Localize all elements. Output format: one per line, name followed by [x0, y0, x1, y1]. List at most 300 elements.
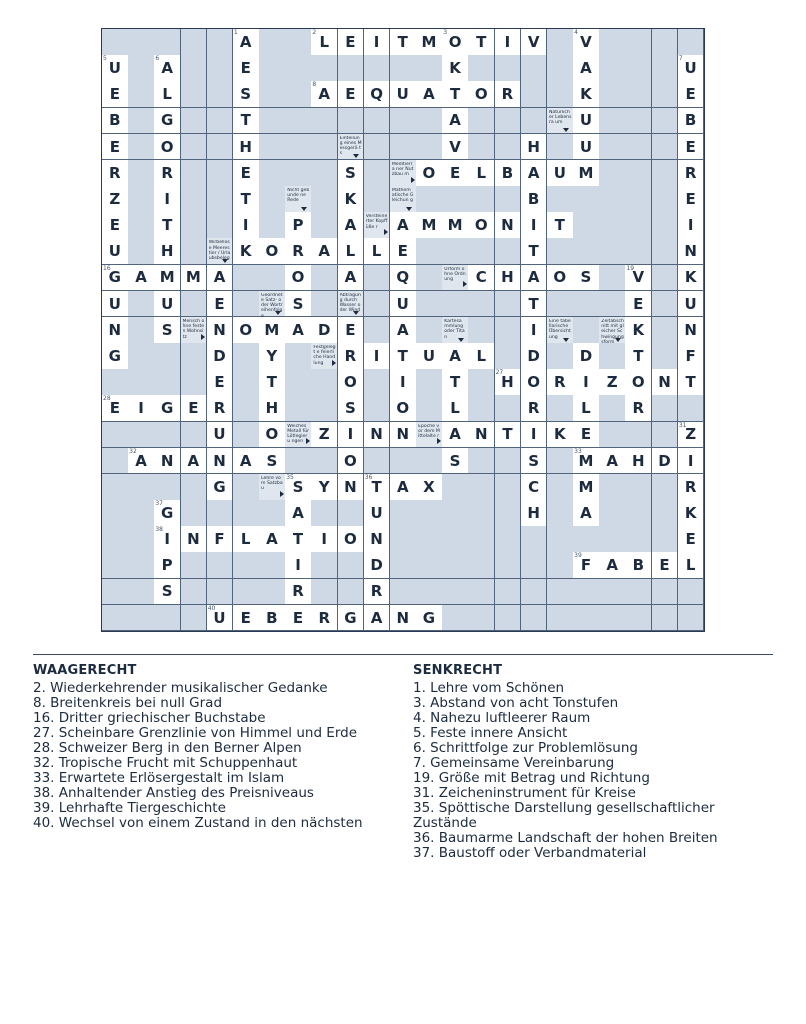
letter-cell[interactable] [233, 605, 260, 632]
blocked-cell [364, 265, 391, 292]
letter-cell[interactable] [625, 343, 652, 370]
letter-cell[interactable] [154, 265, 181, 292]
letter-cell[interactable] [338, 212, 365, 239]
blocked-cell [521, 108, 548, 135]
letter-cell[interactable] [207, 265, 234, 292]
blocked-cell [625, 160, 652, 187]
letter-cell[interactable] [207, 317, 234, 344]
letter-cell[interactable] [285, 265, 312, 292]
letter-cell[interactable] [154, 108, 181, 135]
letter-cell[interactable] [547, 369, 574, 396]
letter-cell[interactable] [390, 291, 417, 318]
down-clue-item: 19. Größe mit Betrag und Richtung [413, 770, 650, 786]
blocked-cell [285, 160, 312, 187]
letter-cell[interactable] [128, 395, 155, 422]
letter-cell[interactable] [521, 29, 548, 56]
blocked-cell [495, 605, 522, 632]
letter-cell[interactable] [102, 55, 129, 82]
letter-cell[interactable] [390, 238, 417, 265]
letter-cell[interactable] [599, 552, 626, 579]
letter-cell[interactable] [102, 317, 129, 344]
cell-letter: O [474, 85, 488, 104]
letter-cell[interactable] [573, 422, 600, 449]
letter-cell[interactable] [285, 474, 312, 501]
letter-cell[interactable] [495, 29, 522, 56]
letter-cell[interactable] [547, 265, 574, 292]
letter-cell[interactable] [521, 134, 548, 161]
clue-number: 31 [678, 421, 687, 429]
blocked-cell [233, 422, 260, 449]
letter-cell[interactable] [495, 81, 522, 108]
clue-text: Eine tabellarische Übersicht ung [548, 318, 571, 340]
letter-cell[interactable] [285, 579, 312, 606]
letter-cell[interactable] [468, 212, 495, 239]
letter-cell[interactable] [285, 500, 312, 527]
letter-cell[interactable] [625, 369, 652, 396]
letter-cell[interactable] [338, 29, 365, 56]
letter-cell[interactable] [338, 526, 365, 553]
letter-cell[interactable] [390, 605, 417, 632]
letter-cell[interactable] [311, 238, 338, 265]
blocked-cell [495, 552, 522, 579]
letter-cell[interactable] [154, 160, 181, 187]
letter-cell[interactable] [678, 369, 705, 396]
letter-cell[interactable] [573, 29, 600, 56]
letter-cell[interactable] [311, 81, 338, 108]
letter-cell[interactable] [338, 265, 365, 292]
letter-cell[interactable] [573, 448, 600, 475]
letter-cell[interactable] [259, 526, 286, 553]
letter-cell[interactable] [259, 448, 286, 475]
letter-cell[interactable] [102, 212, 129, 239]
blocked-cell [547, 55, 574, 82]
letter-cell[interactable] [495, 265, 522, 292]
cell-letter: F [580, 556, 592, 575]
letter-cell[interactable] [233, 160, 260, 187]
letter-cell[interactable] [181, 395, 208, 422]
letter-cell[interactable] [678, 238, 705, 265]
letter-cell[interactable] [678, 55, 705, 82]
blocked-cell [128, 238, 155, 265]
letter-cell[interactable] [573, 474, 600, 501]
letter-cell[interactable] [678, 212, 705, 239]
letter-cell[interactable] [285, 552, 312, 579]
letter-cell[interactable] [285, 291, 312, 318]
letter-cell[interactable] [364, 526, 391, 553]
clue-number: 32 [129, 447, 137, 455]
letter-cell[interactable] [364, 238, 391, 265]
letter-cell[interactable] [338, 448, 365, 475]
letter-cell[interactable] [338, 474, 365, 501]
letter-cell[interactable] [233, 317, 260, 344]
letter-cell[interactable] [364, 500, 391, 527]
blocked-cell [652, 55, 679, 82]
letter-cell[interactable] [102, 291, 129, 318]
clue-cell [338, 134, 365, 161]
letter-cell[interactable] [416, 343, 443, 370]
letter-cell[interactable] [468, 29, 495, 56]
letter-cell[interactable] [678, 317, 705, 344]
blocked-cell [599, 605, 626, 632]
letter-cell[interactable] [678, 500, 705, 527]
letter-cell[interactable] [678, 422, 705, 449]
letter-cell[interactable] [442, 29, 469, 56]
letter-cell[interactable] [625, 265, 652, 292]
letter-cell[interactable] [233, 238, 260, 265]
letter-cell[interactable] [154, 55, 181, 82]
blocked-cell [181, 212, 208, 239]
letter-cell[interactable] [573, 500, 600, 527]
cell-letter: E [214, 294, 225, 313]
letter-cell[interactable] [390, 395, 417, 422]
letter-cell[interactable] [259, 317, 286, 344]
letter-cell[interactable] [547, 422, 574, 449]
clue-text: Mensch ohne festen Wohnsitz [182, 318, 205, 340]
blocked-cell [207, 186, 234, 213]
letter-cell[interactable] [338, 317, 365, 344]
cell-letter: Z [606, 373, 618, 392]
letter-cell[interactable] [442, 55, 469, 82]
letter-cell[interactable] [678, 108, 705, 135]
letter-cell[interactable] [154, 395, 181, 422]
letter-cell[interactable] [154, 579, 181, 606]
blocked-cell [311, 212, 338, 239]
letter-cell[interactable] [311, 29, 338, 56]
letter-cell[interactable] [207, 291, 234, 318]
letter-cell[interactable] [416, 212, 443, 239]
letter-cell[interactable] [338, 186, 365, 213]
letter-cell[interactable] [102, 395, 129, 422]
cell-letter: U [422, 346, 435, 365]
blocked-cell [207, 212, 234, 239]
letter-cell[interactable] [102, 108, 129, 135]
cell-letter: I [295, 556, 301, 575]
letter-cell[interactable] [521, 291, 548, 318]
crossword-grid [101, 28, 705, 632]
letter-cell[interactable] [338, 343, 365, 370]
letter-cell[interactable] [468, 81, 495, 108]
letter-cell[interactable] [102, 186, 129, 213]
letter-cell[interactable] [364, 81, 391, 108]
blocked-cell [259, 108, 286, 135]
cell-letter: H [265, 399, 279, 418]
cell-letter: R [292, 582, 304, 601]
across-clue-item: 8. Breitenkreis bei null Grad [33, 695, 223, 711]
letter-cell[interactable] [390, 265, 417, 292]
letter-cell[interactable] [495, 212, 522, 239]
letter-cell[interactable] [521, 160, 548, 187]
letter-cell[interactable] [102, 238, 129, 265]
letter-cell[interactable] [573, 108, 600, 135]
cell-letter: G [108, 346, 121, 365]
blocked-cell [390, 526, 417, 553]
blocked-cell [181, 186, 208, 213]
letter-cell[interactable] [573, 81, 600, 108]
letter-cell[interactable] [547, 160, 574, 187]
letter-cell[interactable] [338, 160, 365, 187]
letter-cell[interactable] [233, 526, 260, 553]
letter-cell[interactable] [521, 317, 548, 344]
letter-cell[interactable] [442, 422, 469, 449]
letter-cell[interactable] [233, 448, 260, 475]
letter-cell[interactable] [102, 160, 129, 187]
letter-cell[interactable] [573, 395, 600, 422]
cell-letter: N [396, 425, 410, 444]
letter-cell[interactable] [625, 317, 652, 344]
letter-cell[interactable] [468, 265, 495, 292]
blocked-cell [652, 343, 679, 370]
letter-cell[interactable] [233, 81, 260, 108]
blocked-cell [652, 395, 679, 422]
letter-cell[interactable] [495, 160, 522, 187]
letter-cell[interactable] [154, 134, 181, 161]
letter-cell[interactable] [338, 238, 365, 265]
letter-cell[interactable] [128, 265, 155, 292]
down-clue-item: 37. Baustoff oder Verbandmaterial [413, 845, 647, 861]
letter-cell[interactable] [442, 108, 469, 135]
letter-cell[interactable] [652, 369, 679, 396]
letter-cell[interactable] [364, 29, 391, 56]
letter-cell[interactable] [573, 160, 600, 187]
letter-cell[interactable] [207, 369, 234, 396]
letter-cell[interactable] [233, 55, 260, 82]
letter-cell[interactable] [181, 448, 208, 475]
letter-cell[interactable] [154, 212, 181, 239]
letter-cell[interactable] [311, 474, 338, 501]
letter-cell[interactable] [573, 55, 600, 82]
letter-cell[interactable] [102, 265, 129, 292]
blocked-cell [495, 500, 522, 527]
cell-letter: U [396, 85, 409, 104]
letter-cell[interactable] [207, 448, 234, 475]
letter-cell[interactable] [364, 343, 391, 370]
letter-cell[interactable] [652, 448, 679, 475]
blocked-cell [285, 369, 312, 396]
letter-cell[interactable] [390, 212, 417, 239]
blocked-cell [495, 343, 522, 370]
letter-cell[interactable] [442, 212, 469, 239]
letter-cell[interactable] [390, 317, 417, 344]
letter-cell[interactable] [390, 369, 417, 396]
letter-cell[interactable] [678, 265, 705, 292]
letter-cell[interactable] [154, 526, 181, 553]
blocked-cell [625, 81, 652, 108]
letter-cell[interactable] [259, 605, 286, 632]
letter-cell[interactable] [416, 474, 443, 501]
letter-cell[interactable] [154, 448, 181, 475]
letter-cell[interactable] [678, 186, 705, 213]
down-clue-item: 1. Lehre vom Schönen [413, 680, 565, 696]
letter-cell[interactable] [573, 552, 600, 579]
letter-cell[interactable] [442, 160, 469, 187]
letter-cell[interactable] [416, 605, 443, 632]
letter-cell[interactable] [259, 369, 286, 396]
letter-cell[interactable] [338, 369, 365, 396]
letter-cell[interactable] [285, 238, 312, 265]
letter-cell[interactable] [521, 186, 548, 213]
cell-letter: S [161, 582, 173, 601]
clue-cell [259, 291, 286, 318]
letter-cell[interactable] [390, 343, 417, 370]
letter-cell[interactable] [285, 317, 312, 344]
letter-cell[interactable] [416, 29, 443, 56]
letter-cell[interactable] [259, 395, 286, 422]
letter-cell[interactable] [442, 395, 469, 422]
letter-cell[interactable] [311, 605, 338, 632]
letter-cell[interactable] [495, 369, 522, 396]
letter-cell[interactable] [338, 81, 365, 108]
letter-cell[interactable] [625, 552, 652, 579]
letter-cell[interactable] [521, 265, 548, 292]
letter-cell[interactable] [364, 422, 391, 449]
letter-cell[interactable] [311, 317, 338, 344]
letter-cell[interactable] [207, 422, 234, 449]
letter-cell[interactable] [521, 448, 548, 475]
letter-cell[interactable] [416, 81, 443, 108]
blocked-cell [416, 369, 443, 396]
letter-cell[interactable] [390, 29, 417, 56]
letter-cell[interactable] [442, 448, 469, 475]
letter-cell[interactable] [233, 212, 260, 239]
letter-cell[interactable] [285, 605, 312, 632]
clue-text: Geordnete Satz- oder Wortreihenfolg [261, 292, 283, 314]
letter-cell[interactable] [442, 81, 469, 108]
letter-cell[interactable] [468, 422, 495, 449]
letter-cell[interactable] [442, 369, 469, 396]
letter-cell[interactable] [652, 552, 679, 579]
letter-cell[interactable] [154, 500, 181, 527]
blocked-cell [128, 81, 155, 108]
cell-letter: E [685, 189, 696, 208]
blocked-cell [573, 186, 600, 213]
cell-letter: M [185, 268, 201, 287]
blocked-cell [102, 29, 129, 56]
letter-cell[interactable] [521, 395, 548, 422]
letter-cell[interactable] [259, 343, 286, 370]
letter-cell[interactable] [154, 317, 181, 344]
arrow-down-icon [222, 259, 228, 263]
cell-letter: E [685, 137, 696, 156]
letter-cell[interactable] [311, 526, 338, 553]
letter-cell[interactable] [416, 160, 443, 187]
letter-cell[interactable] [102, 343, 129, 370]
letter-cell[interactable] [364, 474, 391, 501]
letter-cell[interactable] [678, 552, 705, 579]
letter-cell[interactable] [678, 448, 705, 475]
letter-cell[interactable] [311, 422, 338, 449]
blocked-cell [181, 500, 208, 527]
letter-cell[interactable] [599, 448, 626, 475]
letter-cell[interactable] [154, 186, 181, 213]
clue-text: Nicht gebunde ne Rede [287, 188, 310, 204]
letter-cell[interactable] [233, 186, 260, 213]
letter-cell[interactable] [364, 605, 391, 632]
letter-cell[interactable] [207, 474, 234, 501]
letter-cell[interactable] [181, 526, 208, 553]
letter-cell[interactable] [442, 343, 469, 370]
letter-cell[interactable] [285, 526, 312, 553]
letter-cell[interactable] [521, 474, 548, 501]
letter-cell[interactable] [207, 605, 234, 632]
letter-cell[interactable] [599, 369, 626, 396]
letter-cell[interactable] [181, 265, 208, 292]
letter-cell[interactable] [207, 395, 234, 422]
letter-cell[interactable] [154, 552, 181, 579]
letter-cell[interactable] [207, 526, 234, 553]
letter-cell[interactable] [625, 448, 652, 475]
letter-cell[interactable] [678, 160, 705, 187]
letter-cell[interactable] [338, 422, 365, 449]
blocked-cell [625, 422, 652, 449]
letter-cell[interactable] [521, 343, 548, 370]
blocked-cell [102, 526, 129, 553]
letter-cell[interactable] [678, 134, 705, 161]
letter-cell[interactable] [468, 343, 495, 370]
letter-cell[interactable] [102, 81, 129, 108]
blocked-cell [128, 474, 155, 501]
letter-cell[interactable] [390, 474, 417, 501]
letter-cell[interactable] [154, 238, 181, 265]
letter-cell[interactable] [442, 134, 469, 161]
letter-cell[interactable] [547, 212, 574, 239]
letter-cell[interactable] [625, 395, 652, 422]
letter-cell[interactable] [678, 474, 705, 501]
letter-cell[interactable] [364, 552, 391, 579]
letter-cell[interactable] [259, 422, 286, 449]
blocked-cell [416, 552, 443, 579]
letter-cell[interactable] [521, 212, 548, 239]
letter-cell[interactable] [573, 134, 600, 161]
letter-cell[interactable] [233, 134, 260, 161]
letter-cell[interactable] [573, 369, 600, 396]
letter-cell[interactable] [625, 291, 652, 318]
letter-cell[interactable] [521, 238, 548, 265]
letter-cell[interactable] [678, 526, 705, 553]
letter-cell[interactable] [521, 500, 548, 527]
letter-cell[interactable] [207, 343, 234, 370]
cell-letter: I [530, 216, 537, 235]
letter-cell[interactable] [573, 265, 600, 292]
letter-cell[interactable] [364, 579, 391, 606]
letter-cell[interactable] [154, 291, 181, 318]
letter-cell[interactable] [678, 81, 705, 108]
clue-text: Epoche vor dem Mittelalte r [418, 423, 440, 439]
letter-cell[interactable] [102, 134, 129, 161]
letter-cell[interactable] [678, 291, 705, 318]
letter-cell[interactable] [468, 160, 495, 187]
letter-cell[interactable] [678, 343, 705, 370]
cell-letter: B [684, 111, 697, 130]
letter-cell[interactable] [233, 108, 260, 135]
letter-cell[interactable] [338, 605, 365, 632]
letter-cell[interactable] [521, 369, 548, 396]
letter-cell[interactable] [285, 212, 312, 239]
letter-cell[interactable] [390, 81, 417, 108]
cell-letter: A [135, 268, 147, 287]
letter-cell[interactable] [573, 343, 600, 370]
letter-cell[interactable] [495, 422, 522, 449]
letter-cell[interactable] [154, 81, 181, 108]
letter-cell[interactable] [233, 29, 260, 56]
letter-cell[interactable] [259, 238, 286, 265]
letter-cell[interactable] [128, 448, 155, 475]
cell-letter: S [292, 294, 304, 313]
letter-cell[interactable] [338, 395, 365, 422]
blocked-cell [364, 55, 391, 82]
letter-cell[interactable] [521, 422, 548, 449]
blocked-cell [495, 579, 522, 606]
letter-cell[interactable] [390, 422, 417, 449]
